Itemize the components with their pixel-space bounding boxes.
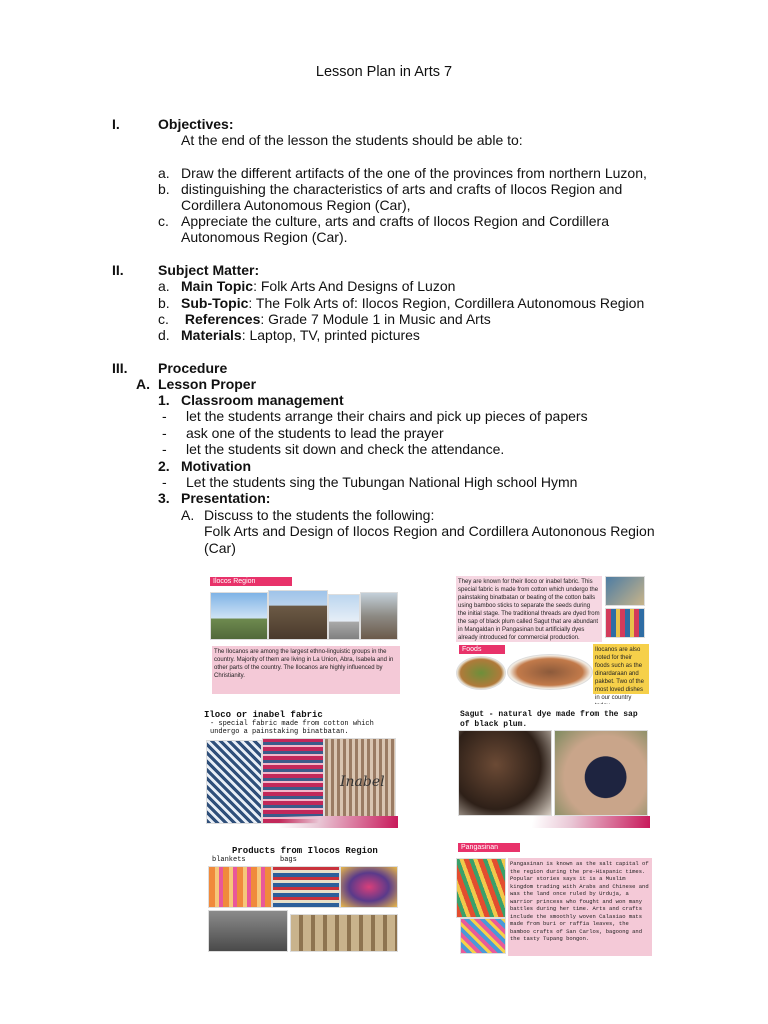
blankets-photo [208,866,272,908]
sub-topic-label: Sub-Topic [181,295,249,311]
loom-photo [208,910,288,952]
step-3-a-line-1: Folk Arts and Design of Ilocos Region and Cordillera Autononous Region [204,523,655,539]
weaving-photo [290,914,398,952]
main-topic-label: Main Topic [181,278,254,294]
objective-a-text: Draw the different artifacts of the one of the provinces from northern Luzon, [181,165,647,181]
section-number-1: I. [112,116,120,132]
slide-decoration [200,816,398,828]
step-2-item-1: Let the students sing the Tubungan National High school Hymn [186,474,578,490]
foods-caption: Ilocanos are also noted for their foods such as the dinardaraan and pakbet. Two of the most loved dishes in our country [593,644,649,694]
subject-item-main-topic [181,278,455,294]
dash: - [162,425,167,441]
step-3-heading: Presentation: [181,490,271,506]
textile-photo [605,608,645,638]
slide-products [204,838,400,956]
dinardaraan-photo [507,654,593,690]
pakbet-photo [456,656,506,690]
slide-inabel-foods [453,572,649,701]
objective-c-text-2: Autonomous Region (Car). [181,229,348,245]
objectives-heading: Objectives: [158,116,234,132]
objective-letter-c: c. [158,213,169,229]
section-number-2: II. [112,262,124,278]
crafts-photo [340,866,398,908]
bamboo-crafts-photo [456,858,506,918]
objective-c-text-1: Appreciate the culture, arts and crafts of Ilocos Region and Cordillera [181,213,610,229]
step-3-number: 3. [158,490,170,506]
objectives-intro: At the end of the lesson the students should be able to: [181,132,523,148]
inabel-pattern-photo [206,740,262,824]
subject-letter-c: c. [158,311,169,327]
sagut-slide-title: Sagut - natural dye made from the sap of black plum. [460,710,638,729]
step-1-item-3: let the students sit down and check the attendance. [186,441,505,457]
subject-letter-b: b. [158,295,170,311]
slide-inabel-fabric [200,704,398,828]
inabel-slide-subtitle: - special fabric made from cotton which undergo a painstaking binatbatan. [210,720,374,736]
bags-photo [272,866,340,908]
objective-b-text-2: Cordillera Autonomous Region (Car), [181,197,411,213]
materials-label: Materials [181,327,242,343]
step-1-number: 1. [158,392,170,408]
objective-letter-a: a. [158,165,170,181]
dash: - [162,474,167,490]
inabel-red-fabric-photo [262,738,324,824]
dash: - [162,441,167,457]
windmills-photo [210,592,268,640]
slide-decoration [454,816,650,828]
references-value: : Grade 7 Module 1 in Music and Arts [260,311,491,327]
products-slide-title: Products from Ilocos Region [232,846,378,856]
bags-label: bags [280,856,297,864]
inabel-slide-title: Iloco or inabel fabric [204,710,323,720]
pangasinan-caption: Pangasinan is known as the salt capital of the region during the pre-Hispanic times. Popular stories says it is a Muslim kingdom trading with Arabs and Chinese and was the land once ruled by Urduja, a warrior princess who fought and won many battles during her time. Arts and crafts include the smoothly woven Calasiao mats made from buri or raffia leaves, the bamboo crafts of San Carlos, bagoong and the tasty Tupang bongon. [508,858,652,956]
pangasinan-title-bar: Pangasinan [458,843,520,852]
slide-title-bar: Ilocos Region [210,577,292,586]
inabel-tag: Inabel [340,774,385,790]
dash: - [162,408,167,424]
step-1-item-1: let the students arrange their chairs and pick up pieces of papers [186,408,588,424]
main-topic-value: : Folk Arts And Designs of Luzon [253,278,456,294]
step-2-number: 2. [158,458,170,474]
step-3-a-text: Discuss to the students the following: [204,507,435,523]
step-3-a-line-2: (Car) [204,540,236,556]
inabel-caption: They are known for their Iloco or inabel fabric. This special fabric is made from cotton which undergo the painstaking binatbatan or beating of the cotton balls using bamboo sticks to separate the seeds during the initial stage. The traditional threads are dyed from the sap of black plum called Sagut that are abundant in Mangaldan in Pangasinan but artificially dyes already introduced for commercial production. [456,576,602,642]
section-number-3: III. [112,360,128,376]
slide-sagut [454,704,650,828]
slide-pangasinan [452,838,652,956]
objective-letter-b: b. [158,181,170,197]
ruins-photo [360,592,398,640]
subject-item-sub-topic [181,295,644,311]
sagut-bark-photo [458,730,552,816]
foods-title-bar: Foods [459,645,505,654]
ilocanos-caption: The Ilocanos are among the largest ethno-linguistic groups in the country. Majority of them are living in La Union, Abra, Isabela and in other parts of the country. The Ilocanos are highly influenced by Christianity. [212,646,400,694]
subject-item-references [181,311,491,327]
subject-item-materials [181,327,420,343]
sub-topic-value: : The Folk Arts of: Ilocos Region, Cordillera Autonomous Region [248,295,645,311]
step-1-item-2: ask one of the students to lead the prayer [186,425,444,441]
step-1-heading: Classroom management [181,392,344,408]
page-title: Lesson Plan in Arts 7 [315,64,453,80]
bell-tower-photo [268,590,328,640]
references-label: References [181,311,261,327]
step-2-heading: Motivation [181,458,251,474]
blankets-label: blankets [212,856,246,864]
lighthouse-photo [328,594,360,640]
subject-letter-d: d. [158,327,170,343]
materials-value: : Laptop, TV, printed pictures [241,327,420,343]
objective-b-text-1: distinguishing the characteristics of arts and crafts of Ilocos Region and [181,181,623,197]
lesson-proper-letter: A. [136,376,150,392]
fabric-photo [605,576,645,606]
step-3-a-letter: A. [181,507,195,523]
lesson-proper-heading: Lesson Proper [158,376,257,392]
subject-letter-a: a. [158,278,170,294]
black-plum-photo [554,730,648,816]
mats-photo [460,918,506,954]
slide-ilocos-region [204,572,400,696]
procedure-heading: Procedure [158,360,228,376]
subject-heading: Subject Matter: [158,262,260,278]
